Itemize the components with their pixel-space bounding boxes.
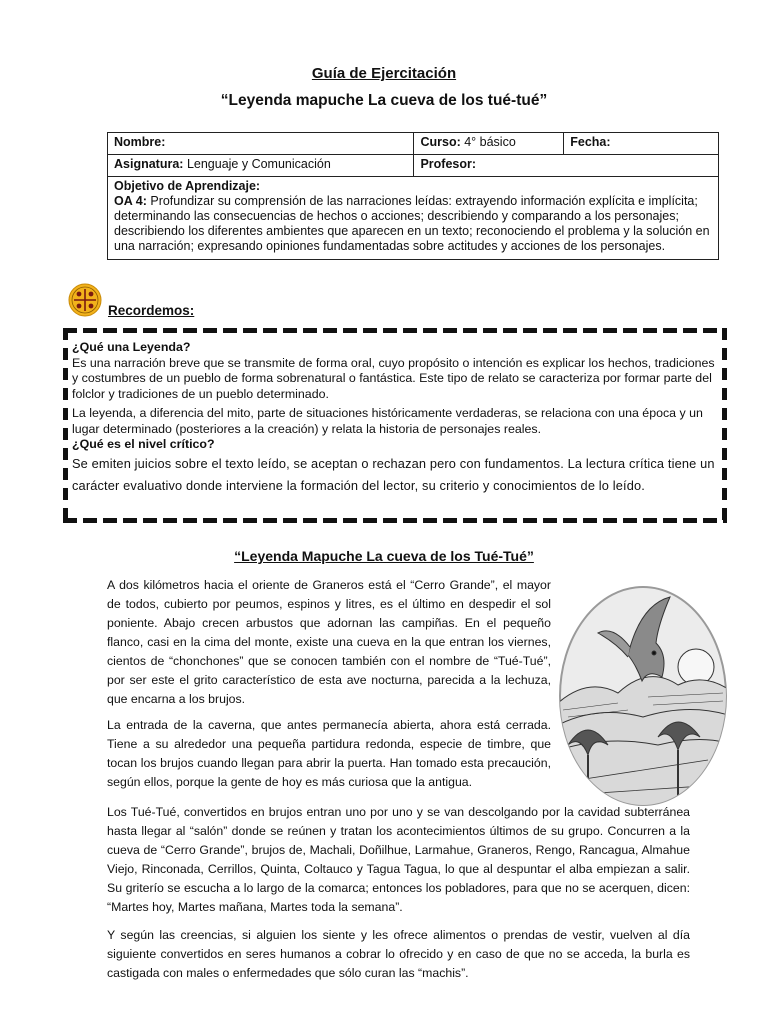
- story-paragraph-4: Y según las creencias, si alguien los siente y les ofrece alimentos o prendas de vestir, vuelven al día siguiente convertidos en seres humanos a cobrar lo ofrecido y en caso de que no se acceda, la burla es castigada con males o enfermedades que sólo curan las “machis”.: [107, 928, 690, 980]
- box-border-top: [63, 328, 727, 333]
- profesor-cell[interactable]: [414, 155, 719, 177]
- nombre-cell[interactable]: [108, 133, 414, 155]
- worksheet-title: Guía de Ejercitación: [311, 65, 457, 82]
- recordemos-content: [72, 340, 724, 497]
- question-leyenda: ¿Qué una Leyenda?: [72, 340, 191, 354]
- curso-cell[interactable]: [414, 133, 564, 155]
- worksheet-subtitle: “Leyenda mapuche La cueva de los tué-tué”: [220, 92, 548, 109]
- story-title: “Leyenda Mapuche La cueva de los Tué-Tué”: [234, 548, 534, 564]
- recordemos-heading: Recordemos:: [108, 303, 195, 318]
- fecha-label: Fecha:: [570, 135, 611, 149]
- question-nivel-critico: ¿Qué es el nivel crítico?: [72, 437, 215, 451]
- info-row-2: [108, 155, 719, 177]
- curso-value: 4° básico: [464, 135, 516, 149]
- oa-text: Profundizar su comprensión de las narraciones leídas: extrayendo información explícita e implícita; determinando las consecuencias de hechos o acciones; describiendo y comparando a los personajes; describiendo los diferentes ambientes que aparecen en un texto; reconociendo el problema y la solución en una narración; expresando opiniones fundamentadas sobre actitudes y acciones de los personajes.: [114, 194, 710, 253]
- info-row-3: [108, 177, 719, 260]
- leyenda-definition: Es una narración breve que se transmite de forma oral, cuyo propósito o intención es explicar los hechos, tradiciones y costumbres de un pueblo de forma sobrenatural o fantástica. Este tipo de relato se caracteriza por formar parte del folclor y tradiciones de un pueblo determinado.: [72, 355, 715, 401]
- leyenda-vs-mito: La leyenda, a diferencia del mito, parte de situaciones históricamente verdaderas, se relaciona con una época y un lugar determinado (posteriores a la creación) y relata la historia de personajes reales.: [72, 406, 703, 436]
- story-paragraph-3: Los Tué-Tué, convertidos en brujos entran uno por uno y se van descolgando por la cavidad subterránea hasta llegar al “salón” donde se reúnen y tratan los acontecimientos últimos de su grupo. Concurren a la cueva de “Cerro Grande”, brujos de, Machali, Doñilhue, Larmahue, Graneros, Rengo, Rancagua, Almahue Viejo, Rinconada, Cerrillos, Quinta, Coltauco y Tagua Tagua, lo que al despuntar el alba empiezan a salir. Su griterío se escucha a lo largo de la comarca; entonces los pobladores, para que no se acerquen, dicen: “Martes hoy, Martes mañana, Martes toda la semana”.: [107, 805, 690, 914]
- objetivo-cell: [108, 177, 719, 260]
- owl-over-hills-illustration: [558, 585, 728, 807]
- curso-label: Curso:: [420, 135, 461, 149]
- oa-label: OA 4:: [114, 194, 147, 208]
- objetivo-label: Objetivo de Aprendizaje:: [114, 179, 261, 193]
- info-row-1: [108, 133, 719, 155]
- story-paragraph-2: La entrada de la caverna, que antes permanecía abierta, ahora está cerrada. Tiene a su alrededor una pequeña partidura redonda, especie de timbre, que tocan los brujos cuando llegan para abrir la puerta. Han tomado esta precaución, según ellos, porque la gente de hoy es más curiosa que la antigua.: [107, 718, 551, 789]
- box-border-bottom: [63, 518, 727, 523]
- fecha-cell[interactable]: [564, 133, 719, 155]
- profesor-label: Profesor:: [420, 157, 477, 171]
- asignatura-cell: [108, 155, 414, 177]
- asignatura-label: Asignatura:: [114, 157, 184, 171]
- student-info-table: [107, 132, 719, 260]
- mapuche-kultrun-icon: [68, 283, 102, 317]
- story-paragraph-1: A dos kilómetros hacia el oriente de Graneros está el “Cerro Grande”, el mayor de todos, cubierto por peumos, espinos y litres, es el último en despedir el sol poniente. Abajo crecen arbustos que adornan las campiñas. En el pequeño flanco, casi en la cima del monte, existe una cueva en la que entran los viernes, cientos de “chonchones” que se conocen también con el nombre de “Tué-Tué”, por ser este el grito característico de esta ave nocturna, parecida a la lechuza, que encarna a los brujos.: [107, 578, 551, 706]
- nombre-label: Nombre:: [114, 135, 166, 149]
- nivel-critico-definition: Se emiten juicios sobre el texto leído, se aceptan o rechazan pero con fundamentos. La lectura crítica tiene un carácter evaluativo donde interviene la formación del lector, su criterio y conocimientos de lo leído.: [72, 455, 715, 493]
- box-border-left: [63, 328, 68, 523]
- asignatura-value: Lenguaje y Comunicación: [186, 157, 331, 171]
